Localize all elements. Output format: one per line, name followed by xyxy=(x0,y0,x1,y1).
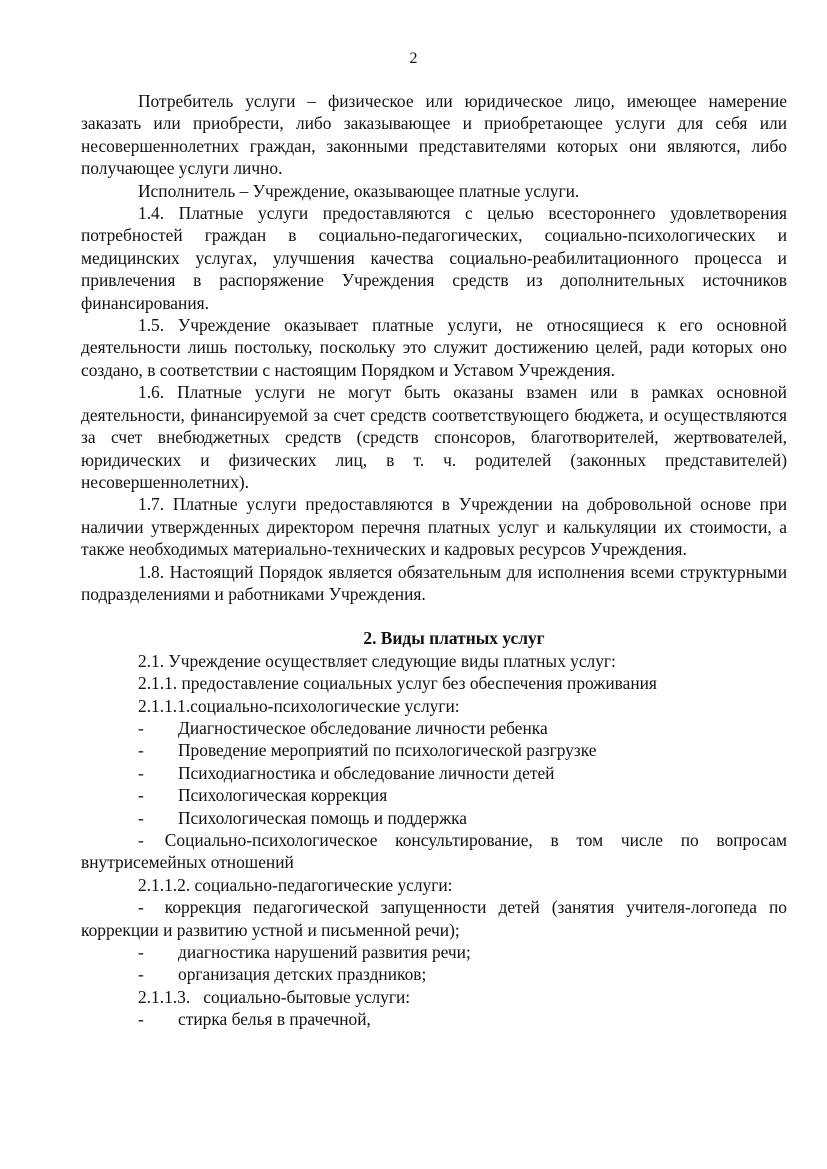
list-dash: - xyxy=(138,1009,144,1030)
section-gap xyxy=(81,605,787,627)
list-item-text: Психодиагностика и обследование личности детей xyxy=(178,762,555,783)
clause-text: социально-бытовые услуги: xyxy=(203,986,411,1007)
list-dash: - xyxy=(138,740,144,761)
list-item-text: Психологическая помощь и поддержка xyxy=(178,807,467,828)
list-item-text: коррекция педагогической запущенности детей (занятия учителя-логопеда по коррекции и развитию устной и письменной речи); xyxy=(81,897,787,940)
list-dash: - xyxy=(138,942,144,963)
list-item xyxy=(81,1008,787,1030)
list-dash: - xyxy=(138,897,144,918)
paragraph-1-8: 1.8. Настоящий Порядок является обязательным для исполнения всеми структурными подразделениями и работниками Учреждения. xyxy=(81,561,787,604)
list-item xyxy=(81,807,787,829)
list-item-text: организация детских праздников; xyxy=(178,964,427,985)
paragraph-1-7: 1.7. Платные услуги предоставляются в Учреждении на добровольной основе при наличии утвержденных директором перечня платных услуг и калькуляции их стоимости, а также необходимых материально-технических и кадровых ресурсов Учреждения. xyxy=(81,494,787,560)
list-dash: - xyxy=(138,830,144,850)
list-item xyxy=(81,762,787,784)
list-dash: - xyxy=(138,785,144,806)
list-dash: - xyxy=(138,762,144,783)
list-item xyxy=(81,784,787,806)
clause-2-1-1-2: 2.1.1.2. социально-педагогические услуги: xyxy=(138,874,453,895)
paragraph-1-4: 1.4. Платные услуги предоставляются с целью всестороннего удовлетворения потребностей граждан в социально-педагогических, социально-психологических и медицинских услугах, улучшения качества социально-реабилитационного процесса и привлечения в распоряжение Учреждения средств из дополнительных источников финансирования. xyxy=(81,203,787,313)
list-item-text: Диагностическое обследование личности ребенка xyxy=(178,717,548,738)
page-number: 2 xyxy=(409,50,418,67)
list-item-text: диагностика нарушений развития речи; xyxy=(178,942,471,963)
list-item-text: стирка белья в прачечной, xyxy=(178,1009,371,1030)
list-dash: - xyxy=(138,717,144,738)
list-item xyxy=(81,963,787,985)
list-item-text: Социально-психологическое консультирование, в том числе по вопросам внутрисемейных отношений xyxy=(81,830,787,873)
paragraph-1-6: 1.6. Платные услуги не могут быть оказаны взамен или в рамках основной деятельности, финансируемой за счет средств соответствующего бюджета, и осуществляются за счет внебюджетных средств (средств спонсоров, благотворителей, жертвователей, юридических и физических лиц, в т. ч. родителей (законных представителей) несовершеннолетних). xyxy=(81,382,787,492)
clause-number: 2.1.1.3. xyxy=(138,986,191,1007)
clause-2-1-1-3 xyxy=(81,986,787,1008)
list-dash: - xyxy=(138,964,144,985)
clause-2-1: 2.1. Учреждение осуществляет следующие виды платных услуг: xyxy=(138,650,616,671)
list-item-text: Психологическая коррекция xyxy=(178,785,388,806)
paragraph-consumer-definition: Потребитель услуги – физическое или юридическое лицо, имеющее намерение заказать или приобрести, либо заказывающее и приобретающее услуги для себя или несовершеннолетних граждан, законными представителями которых они являются, либо получающее услуги лично. xyxy=(81,91,787,179)
section-heading: 2. Виды платных услуг xyxy=(363,628,545,649)
list-dash: - xyxy=(138,807,144,828)
clause-2-1-1: 2.1.1. предоставление социальных услуг без обеспечения проживания xyxy=(138,673,657,694)
list-item-speech-correction xyxy=(81,896,787,941)
list-item xyxy=(81,717,787,739)
list-item-consultation xyxy=(81,829,787,874)
list-item-text: Проведение мероприятий по психологической разгрузке xyxy=(178,740,597,761)
list-item xyxy=(81,941,787,963)
list-item xyxy=(81,739,787,761)
paragraph-executor-definition: Исполнитель – Учреждение, оказывающее платные услуги. xyxy=(138,180,580,201)
paragraph-1-5: 1.5. Учреждение оказывает платные услуги, не относящиеся к его основной деятельности лишь постольку, поскольку это служит достижению целей, ради которых оно создано, в соответствии с настоящим Порядком и Уставом Учреждения. xyxy=(81,315,787,380)
document-body xyxy=(81,90,787,1031)
clause-2-1-1-1: 2.1.1.1.социально-психологические услуги: xyxy=(138,695,460,716)
